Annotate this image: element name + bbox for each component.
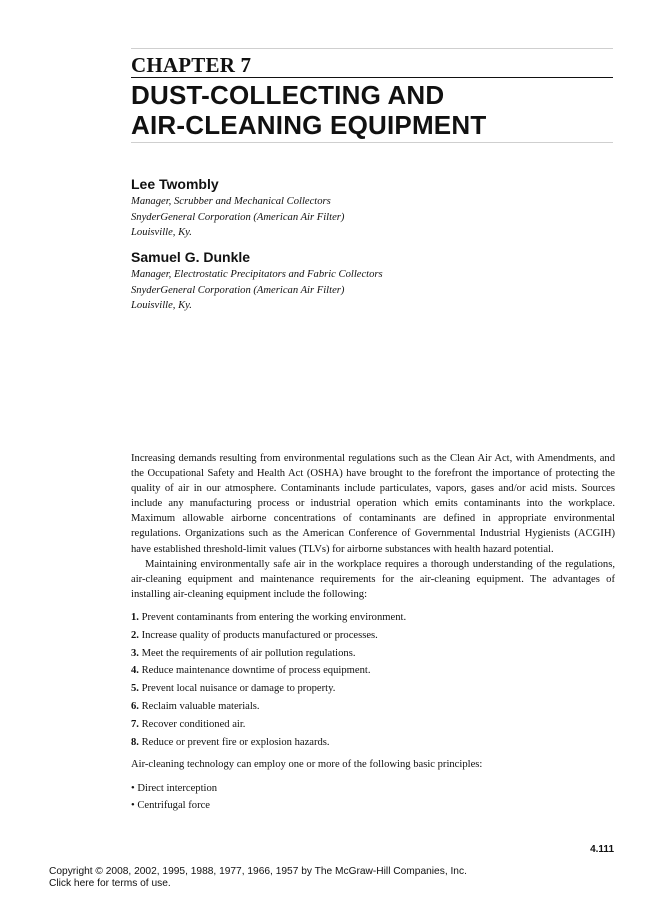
author-block xyxy=(131,248,383,314)
list-item xyxy=(131,698,406,716)
list-item: • Direct interception xyxy=(131,783,218,794)
author-title: Manager, Scrubber and Mechanical Collectors xyxy=(131,196,331,207)
page-number: 4.111 xyxy=(590,844,614,855)
chapter-rule xyxy=(131,77,613,78)
list-item xyxy=(131,716,406,734)
list-item xyxy=(131,734,406,752)
advantages-list xyxy=(131,609,406,751)
top-rule xyxy=(131,48,613,49)
list-number: 2. xyxy=(131,629,139,641)
copyright-notice: Copyright © 2008, 2002, 1995, 1988, 1977, 1966, 1957 by The McGraw-Hill Companies, Inc. xyxy=(49,866,467,877)
author-affiliation: SnyderGeneral Corporation (American Air Filter) xyxy=(131,211,345,223)
list-text: Reduce or prevent fire or explosion hazards. xyxy=(141,736,330,748)
list-number: 7. xyxy=(131,718,139,730)
list-text: Recover conditioned air. xyxy=(141,718,246,730)
list-item xyxy=(131,627,406,645)
list-item xyxy=(131,645,406,663)
copyright-footer xyxy=(49,866,467,889)
author-name: Lee Twombly xyxy=(131,176,219,192)
author-name: Samuel G. Dunkle xyxy=(131,249,251,265)
principles-list xyxy=(131,780,217,814)
chapter-label: CHAPTER 7 xyxy=(131,53,252,77)
list-number: 1. xyxy=(131,612,139,623)
list-item: • Centrifugal force xyxy=(131,800,211,811)
list-number: 5. xyxy=(131,683,139,695)
author-location: Louisville, Ky. xyxy=(131,300,192,311)
paragraph-intro: Increasing demands resulting from environmental regulations such as the Clean Air Act, with Amendments, and the Occupational Safety and Health Act (OSHA) have brought to the forefront the importance of protecting the quality of air in our atmosphere. Contaminants include particulates, vapors, gases and/or acid mists. Sources include any manufacturing process or industrial operation which emits contaminants into the workplace. Maximum allowable airborne concentrations of contaminants are defined in appropriate environmental regulations. Organizations such as the American Conference of Governmental Industrial Hygienists (ACGIH) have established threshold-limit values (TLVs) for airborne substances with health hazard potential. xyxy=(131,453,615,555)
list-text: Increase quality of products manufactured or processes. xyxy=(141,629,378,641)
author-affiliation: SnyderGeneral Corporation (American Air Filter) xyxy=(131,284,345,296)
chapter-title-line-1: DUST-COLLECTING AND xyxy=(131,80,445,110)
chapter-title-line-2: AIR-CLEANING EQUIPMENT xyxy=(131,110,487,140)
list-number: 6. xyxy=(131,700,139,712)
list-text: Reduce maintenance downtime of process equipment. xyxy=(141,665,371,677)
list-text: Meet the requirements of air pollution regulations. xyxy=(141,647,356,659)
list-item xyxy=(131,680,406,698)
list-text: Reclaim valuable materials. xyxy=(141,700,260,712)
terms-of-use-link[interactable]: Click here for terms of use. xyxy=(49,877,171,889)
list-item xyxy=(131,662,406,680)
title-bottom-rule xyxy=(131,142,613,143)
body-text xyxy=(131,451,615,602)
author-block xyxy=(131,175,344,241)
author-location: Louisville, Ky. xyxy=(131,227,192,238)
author-title: Manager, Electrostatic Precipitators and Fabric Collectors xyxy=(131,269,383,280)
list-item xyxy=(131,609,406,627)
chapter-title xyxy=(131,80,486,140)
list-number: 4. xyxy=(131,665,139,677)
principles-intro: Air-cleaning technology can employ one or more of the following basic principles: xyxy=(131,759,483,770)
list-number: 8. xyxy=(131,736,139,748)
paragraph-advantages: Maintaining environmentally safe air in the workplace requires a thorough understanding of the regulations, air-cleaning equipment and maintenance requirements for the air-cleaning equipment. The advantages of installing air-cleaning equipment include the following: xyxy=(131,558,615,600)
list-text: Prevent contaminants from entering the working environment. xyxy=(141,612,407,623)
list-text: Prevent local nuisance or damage to property. xyxy=(141,683,336,695)
list-number: 3. xyxy=(131,647,139,659)
